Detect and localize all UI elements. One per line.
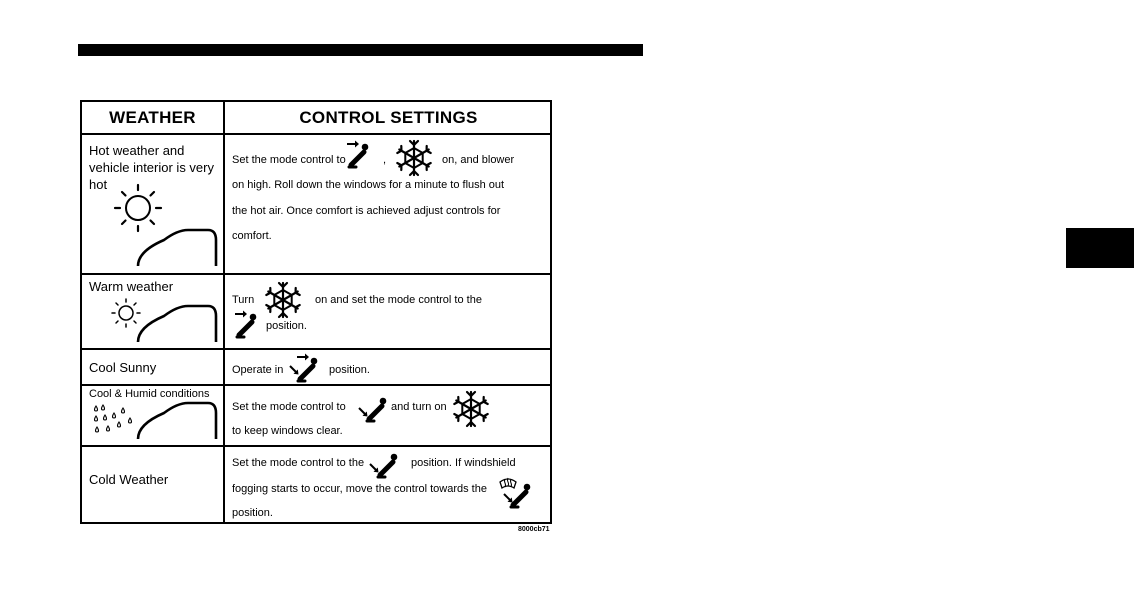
row-divider (82, 273, 550, 275)
section-tab (1066, 228, 1134, 268)
warm-text-1: Turn (232, 294, 255, 306)
floor-mode-icon (368, 446, 404, 480)
panel-mode-icon (232, 306, 262, 340)
weather-cool-sunny: Cool Sunny (89, 360, 157, 375)
hot-text-2: on, and blower (442, 154, 515, 166)
cool-sunny-text-1: Operate in (232, 364, 284, 376)
row-divider (82, 133, 550, 135)
warm-text-3: position. (266, 320, 307, 332)
car-icon (136, 226, 218, 268)
hot-text-1: Set the mode control to (232, 154, 346, 166)
ac-snowflake-icon (451, 389, 491, 429)
humid-text-1: Set the mode control to (232, 401, 346, 413)
hot-text-5: comfort. (232, 230, 272, 242)
hot-text-4: the hot air. Once comfort is achieved adjust controls for (232, 205, 501, 217)
cool-sunny-text-2: position. (329, 364, 370, 376)
row-divider (82, 445, 550, 447)
weather-cold: Cold Weather (89, 472, 169, 487)
car-icon (136, 302, 218, 344)
hot-text-3: on high. Roll down the windows for a minute to flush out (232, 179, 505, 191)
climate-control-table (80, 100, 552, 524)
bilevel-mode-icon (288, 350, 324, 384)
humid-text-3: to keep windows clear. (232, 425, 343, 437)
header-weather: WEATHER (109, 107, 196, 127)
weather-warm: Warm weather (89, 279, 174, 294)
warm-text-2: on and set the mode control to the (315, 294, 482, 306)
defrost-floor-mode-icon (497, 474, 537, 514)
floor-mode-icon (357, 390, 393, 424)
panel-mode-icon (344, 136, 374, 170)
raindrops-icon (92, 402, 134, 442)
cold-text-3: fogging starts to occur, move the control towards the (232, 483, 487, 495)
cold-text-1: Set the mode control to the (232, 457, 365, 469)
humid-text-2: and turn on (391, 401, 447, 413)
hot-text-comma: , (383, 154, 387, 166)
cold-text-4: position. (232, 507, 273, 519)
top-rule (78, 44, 643, 56)
weather-cool-humid: Cool & Humid conditions (89, 388, 210, 400)
weather-hot: Hot weather and vehicle interior is very hot (89, 143, 214, 192)
car-icon (136, 399, 218, 441)
cold-text-2: position. If windshield (411, 457, 516, 469)
ac-snowflake-icon (263, 280, 303, 320)
figure-id: 8000cb71 (518, 526, 550, 533)
ac-snowflake-icon (394, 138, 434, 178)
header-control-settings: CONTROL SETTINGS (299, 107, 478, 127)
column-divider (223, 102, 225, 522)
